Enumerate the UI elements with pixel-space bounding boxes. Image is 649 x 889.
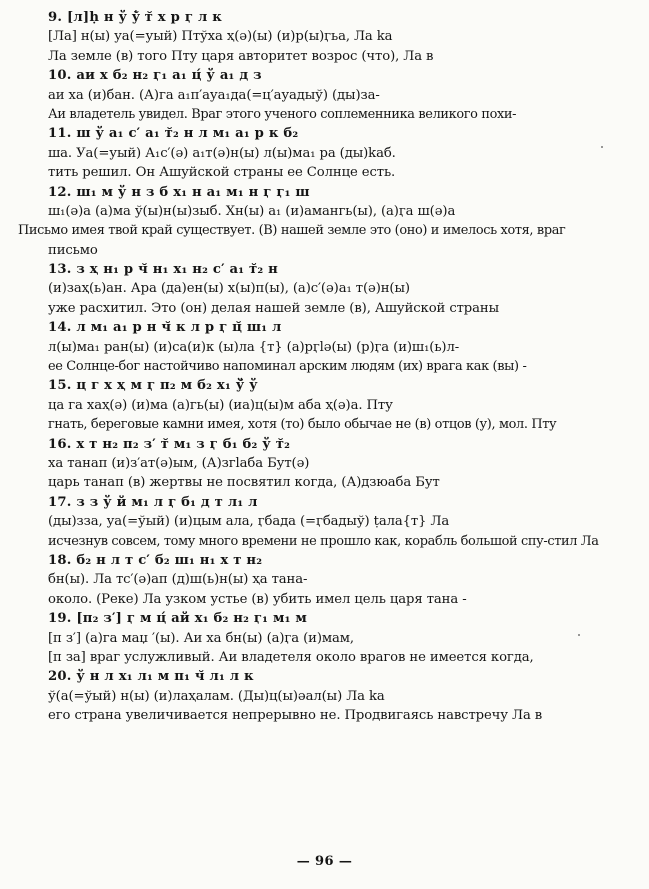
entry-15-glyph-line: 15. ц г х ҳ м ӷ п₂ м б₂ х₁ ў̆ ў xyxy=(48,378,258,394)
entry-19-translation: [п за] враг услужливый. Аи владетеля около врагов не имеется когда, xyxy=(48,649,534,665)
entry-14-glyph-line: 14. л м₁ а₁ р н ч̆ к л р ӷ ц̆ ш₁ л xyxy=(48,320,282,336)
entry-9-translation: Ла земле (в) того Пту царя авторитет возрос (что), Ла в xyxy=(48,48,434,64)
entry-13-transliteration: (и)заҳ(ь)ан. Ара (да)ен(ы) х(ы)п(ы), (а)с′(ә)а₁ т(ә)н(ы) xyxy=(48,281,410,297)
entry-18-translation: около. (Реке) Ла узком устье (в) убить имел цель царя тана - xyxy=(48,591,467,607)
entry-16-transliteration: ха танап (и)з′ат(ә)ым, (А)згlаба Бут(ә) xyxy=(48,455,310,471)
entry-17-glyph-line: 17. з з ў й м₁ л ӷ б₁ д т л₁ л xyxy=(48,494,258,510)
entry-17-translation: исчезнув совсем, тому много времени не прошло как, корабль большой спу-стил Ла xyxy=(48,533,599,549)
entry-12-transliteration: ш₁(ә)а (а)ма ў(ы)н(ы)зыб. Хн(ы) а₁ (и)амангь(ы), (а)ӷа ш(ә)а xyxy=(48,203,456,219)
entry-16-translation: царь танап (в) жертвы не посвятил когда, (А)дзюаба Бут xyxy=(48,475,440,491)
entry-19-transliteration: [п з′] (а)га маџ ′(ы). Аи ха бн(ы) (а)ӷа (и)мам, xyxy=(48,630,355,646)
entry-9-glyph-line: 9. [л]ḥ н ў ẏ̆ т̆ х р ӷ л к xyxy=(48,10,222,25)
page-number: — 96 — xyxy=(296,854,353,869)
entry-18-glyph-line: 18. б₂ н л т с′ б₂ ш₁ н₁ х т н₂ xyxy=(48,552,263,568)
entry-15-transliteration: ца га хаҳ(ә) (и)ма (а)гь(ы) (иа)ц(ы)м аба ҳ(ә)а. Пту xyxy=(48,397,393,413)
entry-9-transliteration: [Ла] н(ы) уа(=уый) Птўха ҳ(ә)(ы) (и)р(ы)ӷьа, Ла ka xyxy=(48,29,393,45)
entry-15-translation: гнать, береговые камни имея, хотя (то) было обычае не (в) отцов (у), мол. Пту xyxy=(48,417,557,433)
entry-11-translation: тить решил. Он Ашуйской страны ее Солнце есть. xyxy=(48,165,396,181)
entry-12-translation: Письмо имея твой край существует. (В) нашей земле это (оно) и имелось хотя, враг xyxy=(18,223,566,239)
text-block xyxy=(0,8,649,725)
entry-14-translation: ее Солнце-бог настойчиво напоминал арским людям (их) врага как (вы) - xyxy=(48,359,527,375)
entry-11-glyph-line: 11. ш ў а₁ с′ а₁ т̆₂ н л м₁ а₁ р к б₂ xyxy=(48,126,299,142)
entry-18-transliteration: бн(ы). Ла тс′(ә)ап (д)ш(ь)н(ы) ҳа тана- xyxy=(48,572,308,588)
entry-14-transliteration: л(ы)ма₁ ран(ы) (и)са(и)к (ы)ла {т} (а)рӷlә(ы) (р)ӷа (и)ш₁(ь)л- xyxy=(48,339,460,355)
entry-13-translation: уже расхитил. Это (он) делая нашей земле (в), Ашуйской страны xyxy=(48,300,499,316)
entry-20-transliteration: ў(а(=ўый) н(ы) (и)лаҳалам. (Ды)ц(ы)ǝал(ы) Ла ka xyxy=(48,688,385,704)
entry-12-translation-cont: письмо xyxy=(48,242,98,258)
entry-19-glyph-line: 19. [п₂ з′] ӷ м ц́ ай х₁ б₂ н₂ ӷ₁ м₁ м xyxy=(48,611,308,627)
scan-speck xyxy=(578,634,580,636)
entry-10-transliteration: аи ха (и)бан. (А)га а₁п′ауа₁да(=ц′ауадыў) (ды)за- xyxy=(48,87,380,103)
entry-10-glyph-line: 10. аи х б₂ н₂ ӷ₁ а₁ ц́ ў а₁ д з xyxy=(48,68,262,84)
entry-10-translation: Аи владетель увидел. Враг этого ученого соплеменника великого похи- xyxy=(48,106,517,122)
entry-13-glyph-line: 13. з ҳ н₁ р ч̆ н₁ х₁ н₂ с′ а₁ т̆₂ н xyxy=(48,262,279,278)
scan-speck xyxy=(601,146,603,148)
entry-11-transliteration: ша. Уа(=уый) А₁с′(ә) а₁т(ә)н(ы) л(ы)ма₁ ра (ды)kаб. xyxy=(48,145,396,161)
entry-12-glyph-line: 12. ш₁ м ў н з б х₁ н а₁ м₁ н ӷ ӷ₁ ш xyxy=(48,184,310,200)
entry-17-transliteration: (ды)ззa, уа(=ўый) (и)цым ала, ӷбада (=ӷбадыў) ṭала{т} Ла xyxy=(48,514,450,530)
entry-20-translation: его страна увеличивается непрерывно не. Продвигаясь навстречу Ла в xyxy=(48,708,543,724)
entry-16-glyph-line: 16. х т н₂ п₂ з′ т̆ м₁ з ӷ б₁ б₂ ў т̆₂ xyxy=(48,436,291,452)
entry-20-glyph-line: 20. ў н л х₁ л₁ м п₁ ч̆ л₁ л к xyxy=(48,669,254,685)
